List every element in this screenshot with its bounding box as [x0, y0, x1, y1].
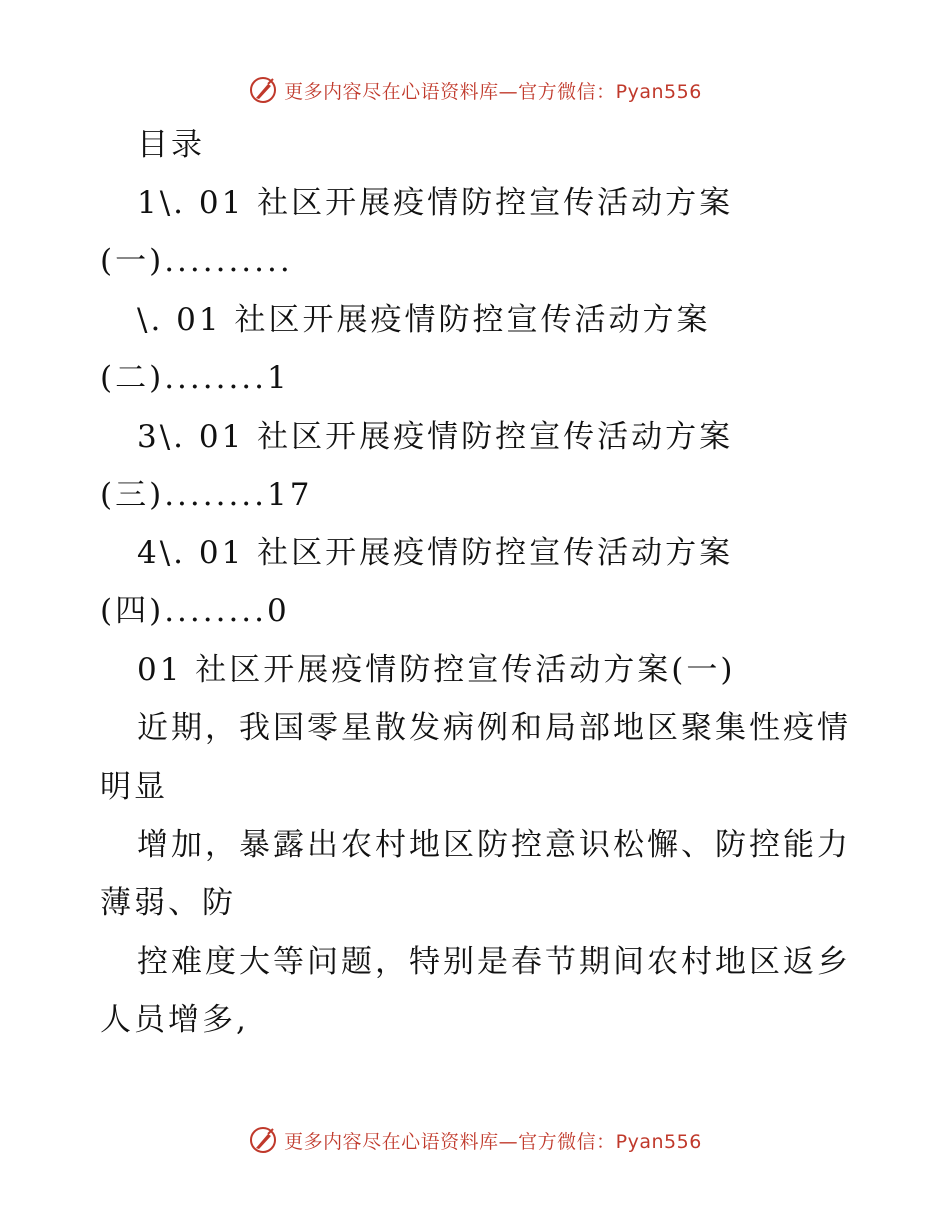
quill-circle-logo-icon	[248, 1125, 278, 1155]
paragraph-line: 控难度大等问题，特别是春节期间农村地区返乡	[137, 944, 851, 980]
toc-entry-3-leader: (三)........17	[100, 477, 313, 513]
toc-entry-1: 1\. 01 社区开展疫情防控宣传活动方案	[137, 185, 734, 221]
paragraph-line: 人员增多,	[100, 1002, 249, 1038]
toc-entry-2-leader: (二)........1	[100, 360, 290, 396]
toc-entry-4: 4\. 01 社区开展疫情防控宣传活动方案	[137, 535, 734, 571]
quill-circle-logo-icon	[248, 75, 278, 105]
paragraph-line: 薄弱、防	[100, 885, 236, 921]
paragraph-line: 近期，我国零星散发病例和局部地区聚集性疫情	[137, 710, 851, 746]
toc-entry-2: \. 01 社区开展疫情防控宣传活动方案	[137, 302, 711, 338]
toc-entry-4-leader: (四)........0	[100, 593, 290, 629]
toc-entry-3: 3\. 01 社区开展疫情防控宣传活动方案	[137, 419, 734, 455]
paragraph-line: 明显	[100, 769, 168, 805]
watermark-footer	[0, 1120, 950, 1160]
toc-heading: 目录	[137, 127, 205, 163]
paragraph-line: 增加，暴露出农村地区防控意识松懈、防控能力	[137, 827, 851, 863]
section-title: 01 社区开展疫情防控宣传活动方案(一)	[137, 652, 736, 688]
watermark-text: 更多内容尽在心语资料库—官方微信：Pyan556	[284, 80, 702, 103]
watermark-header	[0, 70, 950, 110]
watermark-text: 更多内容尽在心语资料库—官方微信：Pyan556	[284, 1130, 702, 1153]
toc-entry-1-leader: (一)..........	[100, 243, 293, 279]
